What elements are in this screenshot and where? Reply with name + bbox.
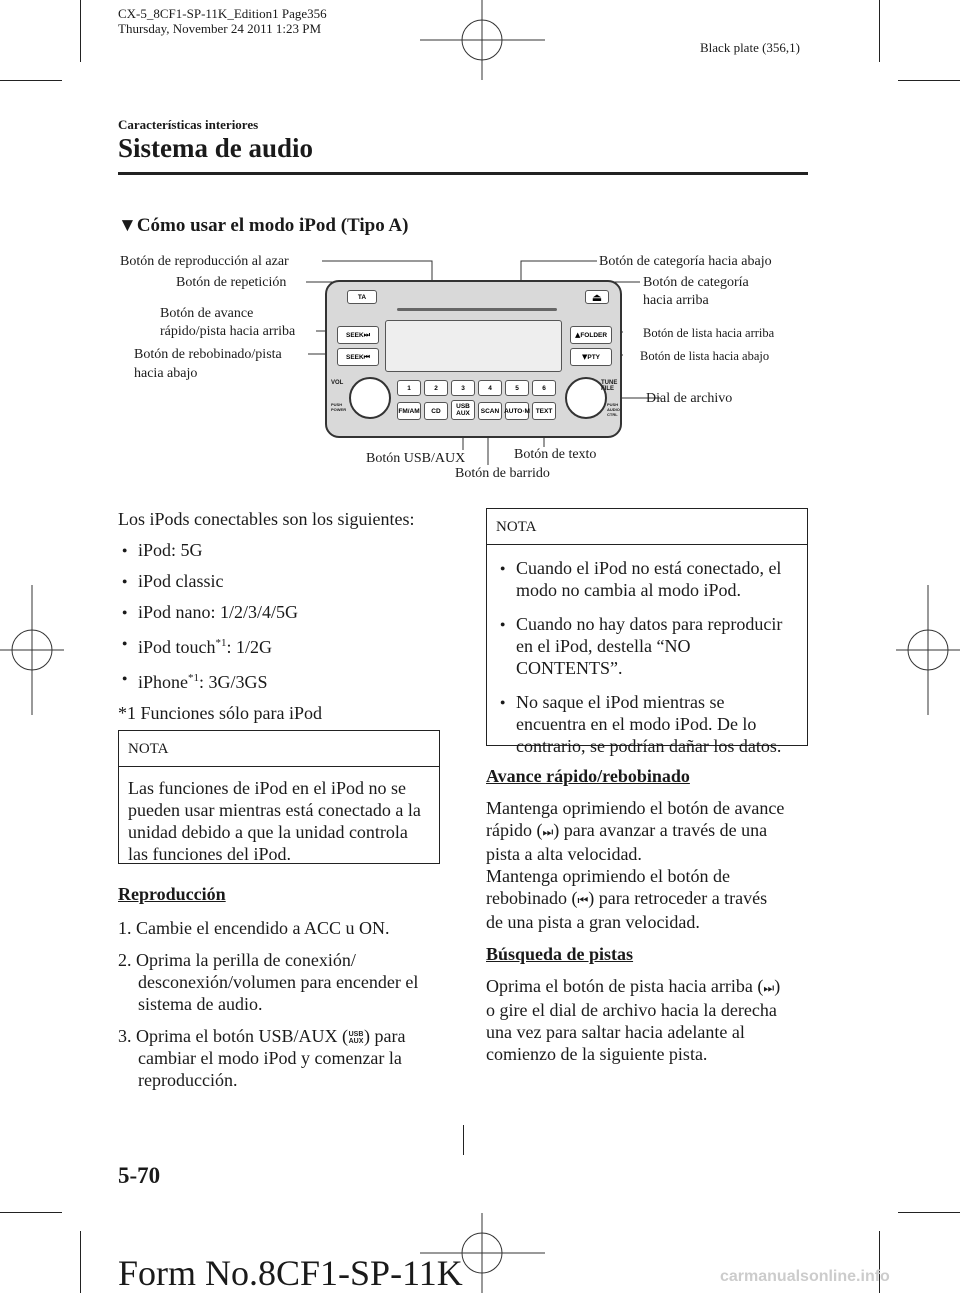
preset-button-1: 1	[397, 380, 421, 396]
list-item: ● Cuando el iPod no está conectado, el modo no cambia al modo iPod.	[496, 557, 798, 601]
section-category: Características interiores	[118, 117, 259, 132]
callout-file-dial: Dial de archivo	[646, 391, 733, 406]
busqueda-heading: Búsqueda de pistas	[486, 944, 634, 964]
push-power-label: PUSH POWER	[331, 402, 347, 412]
crop-mark	[898, 1212, 960, 1213]
callout-text: Botón de texto	[514, 447, 597, 462]
list-item: ● iPod touch$^{*1}$: 1/2G	[118, 632, 440, 658]
fast-forward-icon: ⏭	[542, 825, 554, 839]
ta-button: TA	[347, 290, 377, 304]
nota-box-right	[486, 508, 808, 756]
footnote: *1 Funciones sólo para iPod	[118, 703, 322, 723]
text-button: TEXT	[532, 402, 556, 420]
cd-slot	[397, 308, 557, 311]
nota-heading: NOTA	[487, 509, 807, 545]
callout-cat-down: Botón de categoría hacia abajo	[599, 254, 772, 269]
triangle-marker-icon: ▼	[118, 215, 137, 236]
ipod-intro: Los iPods conectables son los siguientes:	[118, 509, 415, 529]
callout-usb-aux: Botón USB/AUX	[366, 451, 466, 466]
pty-button: ▼ PTY	[570, 348, 612, 366]
folder-button: ▲ FOLDER	[570, 326, 612, 344]
page-title: Sistema de audio	[118, 133, 314, 163]
next-track-icon: ⏭	[363, 330, 370, 339]
step-2: 2. Oprima la perilla de conexión/ desconexión/volumen para encender el sistema de audio.	[118, 950, 419, 1014]
track-up-icon: ⏭	[763, 981, 775, 995]
display-panel	[385, 320, 562, 372]
list-item: ● iPod: 5G	[118, 539, 440, 561]
nota-box-left	[118, 730, 440, 864]
scan-button: SCAN	[478, 402, 502, 420]
step-1: 1. Cambie el encendido a ACC u ON.	[118, 918, 390, 938]
registration-mark-left	[0, 585, 64, 715]
list-item: ● iPod classic	[118, 570, 440, 592]
tune-file-label: TUNE FILE	[601, 380, 618, 392]
crop-mark	[80, 1231, 81, 1293]
usb-aux-icon: USB AUX	[348, 1030, 364, 1045]
callout-rew-line1: Botón de rebobinado/pista	[134, 347, 282, 362]
eject-button	[585, 290, 609, 304]
left-column	[118, 508, 440, 724]
cd-button: CD	[424, 402, 448, 420]
preset-button-3: 3	[451, 380, 475, 396]
callout-scan: Botón de barrido	[455, 466, 550, 481]
form-number: Form No.8CF1-SP-11K	[118, 1253, 463, 1293]
list-item: ● iPhone$^{*1}$: 3G/3GS	[118, 667, 440, 693]
callout-list-down: Botón de lista hacia abajo	[640, 349, 770, 363]
nota-text: Las funciones de iPod en el iPod no se pueden usar mientras está conectado a la unidad debido a que la unidad controla las funciones del iPod.	[128, 778, 421, 864]
callout-cat-up-line2: hacia arriba	[643, 293, 709, 308]
preset-button-6: 6	[532, 380, 556, 396]
page-number: 5-70	[118, 1163, 161, 1188]
registration-mark-right	[896, 585, 960, 715]
crop-mark	[463, 1125, 464, 1155]
pty-down-icon: ▼	[581, 353, 588, 361]
rewind-icon: ⏮	[577, 893, 589, 907]
preset-button-5: 5	[505, 380, 529, 396]
callout-cat-up-line1: Botón de categoría	[643, 275, 749, 290]
auto-m-button: AUTO·M	[505, 402, 529, 420]
avance-section: Avance rápido/rebobinado Mantenga oprimiendo el botón de avance rápido (⏭) para avanzar a través de una pista a alta velocidad. Mantenga oprimiendo el botón de rebobinado (⏮) para retroceder a través de una pista a gran velocidad. Búsqueda de pistas Oprima el botón de pista hacia arriba (⏭) o gire el dial de archivo hacia la derecha una vez para saltar hacia adelante al comienzo de la siguiente pista.	[486, 765, 816, 1065]
volume-knob	[349, 377, 391, 419]
seek-down-button: SEEK ⏮	[337, 348, 379, 366]
watermark-logo: carmanualsonline.info	[720, 1268, 890, 1285]
seek-up-button: SEEK ⏭	[337, 326, 379, 344]
plate-label: Black plate (356,1)	[700, 40, 800, 55]
crop-mark	[0, 1212, 62, 1213]
eject-icon: ⏏	[591, 290, 603, 304]
list-item: ● No saque el iPod mientras se encuentra en el modo iPod. De lo contrario, se podrían dañar los datos.	[496, 691, 798, 757]
nota-heading: NOTA	[119, 731, 439, 767]
nota-list	[487, 545, 807, 776]
push-audio-label: PUSH AUDIO CTRL	[607, 402, 620, 417]
callout-ff-line1: Botón de avance	[160, 306, 254, 321]
list-item: ● iPod nano: 1/2/3/4/5G	[118, 601, 440, 623]
audio-unit-diagram	[325, 280, 622, 438]
callout-rew-line2: hacia abajo	[134, 366, 198, 381]
preset-button-2: 2	[424, 380, 448, 396]
reproduccion-heading: Reproducción	[118, 884, 226, 904]
avance-heading: Avance rápido/rebobinado	[486, 766, 690, 786]
file-info-line1: CX-5_8CF1-SP-11K_Edition1 Page356	[118, 6, 327, 21]
file-info-line2: Thursday, November 24 2011 1:23 PM	[118, 21, 322, 36]
subsection-title: Cómo usar el modo iPod (Tipo A)	[136, 215, 409, 236]
preset-button-4: 4	[478, 380, 502, 396]
callout-ff-line2: rápido/pista hacia arriba	[160, 324, 296, 339]
callout-repeat: Botón de repetición	[176, 275, 287, 290]
fm-am-button: FM/AM	[397, 402, 421, 420]
reproduccion-section	[118, 883, 448, 1091]
usb-aux-button: USB AUX	[451, 400, 475, 420]
callout-list-up: Botón de lista hacia arriba	[643, 326, 775, 340]
list-item: ● Cuando no hay datos para reproducir en el iPod, destella “NO CONTENTS”.	[496, 613, 798, 679]
step-3: 3. Oprima el botón USB/AUX (USB AUX) para cambiar el modo iPod y comenzar la reproducción.	[118, 1026, 406, 1090]
callout-random: Botón de reproducción al azar	[120, 254, 289, 269]
prev-track-icon: ⏮	[363, 352, 370, 361]
folder-up-icon: ▲	[574, 331, 581, 339]
vol-label: VOL	[331, 380, 344, 386]
